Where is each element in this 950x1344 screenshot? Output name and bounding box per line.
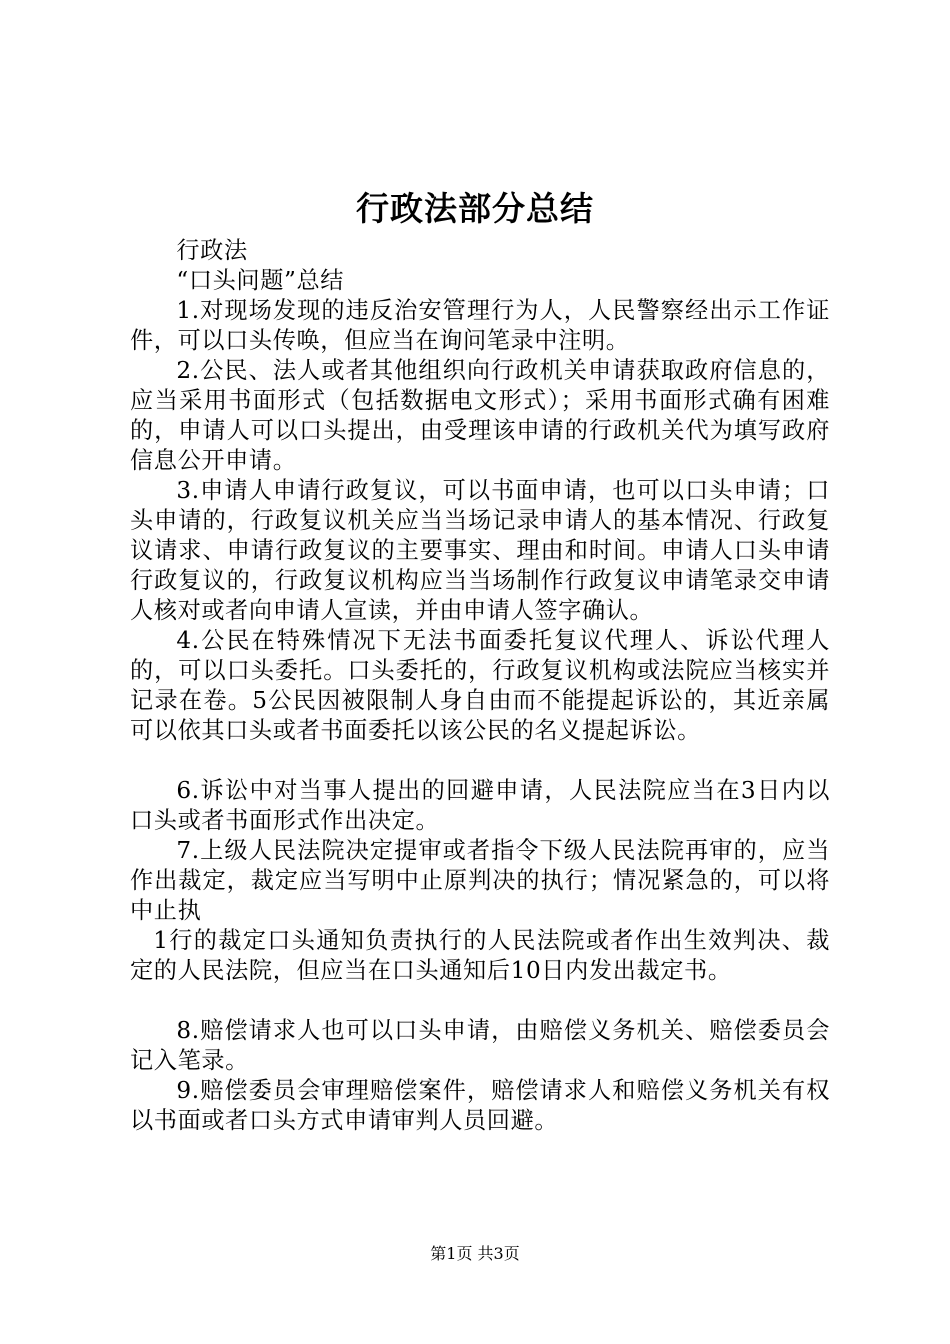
paragraph-item-6: 6.诉讼中对当事人提出的回避申请，人民法院应当在3日内以口头或者书面形式作出决定。 <box>130 777 830 834</box>
paragraph-item-8: 8.赔偿请求人也可以口头申请，由赔偿义务机关、赔偿委员会记入笔录。 <box>130 1017 830 1074</box>
paragraph-item-2: 2.公民、法人或者其他组织向行政机关申请获取政府信息的，应当采用书面形式（包括数据电文形式）；采用书面形式确有困难的，申请人可以口头提出，由受理该申请的行政机关代为填写政府信息公开申请。 <box>130 357 830 474</box>
paragraph-item-3: 3.申请人申请行政复议，可以书面申请，也可以口头申请；口头申请的，行政复议机关应当当场记录申请人的基本情况、行政复议请求、申请行政复议的主要事实、理由和时间。申请人口头申请行政复议的，行政复议机构应当当场制作行政复议申请笔录交申请人核对或者向申请人宣读，并由申请人签字确认。 <box>130 477 830 624</box>
paragraph-subheading: “口头问题”总结 <box>176 267 345 294</box>
document-title: 行政法部分总结 <box>356 189 594 228</box>
paragraph-heading: 行政法 <box>176 237 248 264</box>
paragraph-item-7: 7.上级人民法院决定提审或者指令下级人民法院再审的，应当作出裁定，裁定应当写明中止原判决的执行；情况紧急的，可以将中止执 <box>130 837 830 924</box>
paragraph-item-9: 9.赔偿委员会审理赔偿案件，赔偿请求人和赔偿义务机关有权以书面或者口头方式申请审判人员回避。 <box>130 1077 830 1134</box>
page-number-footer: 第1页 共3页 <box>430 1244 520 1263</box>
paragraph-item-7-continued: 1行的裁定口头通知负责执行的人民法院或者作出生效判决、裁定的人民法院，但应当在口头通知后10日内发出裁定书。 <box>130 927 830 984</box>
paragraph-item-4-5: 4.公民在特殊情况下无法书面委托复议代理人、诉讼代理人的，可以口头委托。口头委托的，行政复议机构或法院应当核实并记录在卷。5公民因被限制人身自由而不能提起诉讼的，其近亲属可以依其口头或者书面委托以该公民的名义提起诉讼。 <box>130 627 830 744</box>
document-body <box>130 236 830 1136</box>
paragraph-item-1: 1.对现场发现的违反治安管理行为人，人民警察经出示工作证件，可以口头传唤，但应当在询问笔录中注明。 <box>130 297 830 354</box>
